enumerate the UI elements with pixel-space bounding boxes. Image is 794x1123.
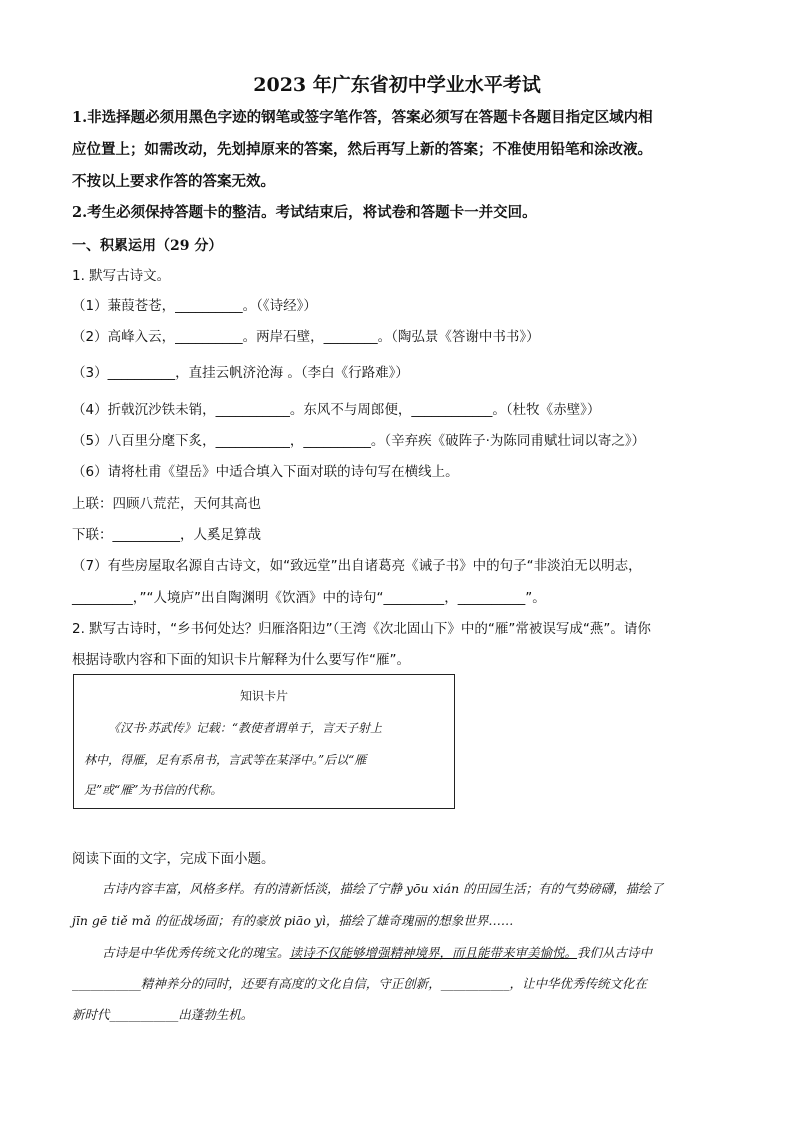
knowledge-card-line-1: 《汉书·苏武传》记载：“教使者谓单于，言天子射上 (108, 721, 382, 735)
reading-paragraph-2-line-1 (102, 943, 652, 963)
instruction-line-1: 1.非选择题必须用黑色字迹的钢笔或签字笔作答，答案必须写在答题卡各题目指定区域内相 (72, 109, 653, 126)
page-title: 2023 年广东省初中学业水平考试 (253, 74, 541, 96)
instruction-line-4: 2.考生必须保持答题卡的整洁。考试结束后，将试卷和答题卡一并交回。 (72, 204, 537, 221)
question-1-item-6: （6）请将杜甫《望岳》中适合填入下面对联的诗句写在横线上。 (72, 464, 459, 480)
section-heading: 一、积累运用（29 分） (72, 238, 223, 254)
question-1-item-1: （1）蒹葭苍苍，__________。（《诗经》） (72, 298, 317, 314)
question-2-line-2: 根据诗歌内容和下面的知识卡片解释为什么要写作“雁”。 (72, 652, 410, 668)
reading-p2-text-b: 我们从古诗中 (577, 945, 653, 960)
knowledge-card-line-2: 林中，得雁，足有系帛书，言武等在某泽中。”后以“雁 (84, 753, 367, 767)
question-1-stem: 1. 默写古诗文。 (72, 268, 171, 284)
knowledge-card-line-3: 足”或“雁”为书信的代称。 (84, 783, 223, 797)
question-2-line-1: 2. 默写古诗时，“乡书何处达？归雁洛阳边”（王湾《次北固山下》中的“雁”常被误写成“燕”。请你 (72, 621, 651, 637)
reading-paragraph-2-line-3: 新时代___________出蓬勃生机。 (72, 1007, 254, 1022)
question-1-item-3: （3）__________，直挂云帆济沧海 。（李白《行路难》） (72, 365, 409, 381)
question-1-item-5: （5）八百里分麾下炙，___________，__________。（辛弃疾《破阵子·为陈同甫赋壮词以寄之》） (72, 433, 646, 449)
question-1-item-2: （2）高峰入云，__________。两岸石壁，________。（陶弘景《答谢中书书》） (72, 329, 540, 345)
question-1-item-4: （4）折戟沉沙铁未销，___________。东风不与周郎便，____________。（杜牧《赤壁》） (72, 402, 601, 418)
reading-paragraph-2-line-2: ___________精神养分的同时，还要有高度的文化自信，守正创新，___________，让中华优秀传统文化在 (72, 976, 648, 991)
reading-p2-text-a: 古诗是中华优秀传统文化的瑰宝。 (102, 945, 290, 960)
instruction-line-3: 不按以上要求作答的答案无效。 (72, 173, 275, 190)
reading-paragraph-1-line-1: 古诗内容丰富，风格多样。有的清新恬淡，描绘了宁静 yōu xián 的田园生活；有的气势磅礴，描绘了 (102, 881, 664, 896)
couplet-lower: 下联：__________，人奚足算哉 (72, 527, 261, 543)
question-1-item-7-line-1: （7）有些房屋取名源自古诗文，如“致远堂”出自诸葛亮《诫子书》中的句子“非淡泊无以明志， (72, 558, 642, 574)
reading-p2-underlined-sentence: 读诗不仅能够增强精神境界，而且能带来审美愉悦。 (289, 945, 578, 960)
reading-intro: 阅读下面的文字，完成下面小题。 (72, 851, 275, 867)
instruction-line-2: 应位置上；如需改动，先划掉原来的答案，然后再写上新的答案；不准使用铅笔和涂改液。 (72, 141, 652, 158)
knowledge-card (73, 674, 455, 809)
reading-paragraph-1-line-2: jīn gē tiě mǎ 的征战场面；有的豪放 piāo yì，描绘了雄奇瑰丽的想象世界…… (72, 913, 514, 928)
question-1-item-7-line-2: _________，”“人境庐”出自陶渊明《饮酒》中的诗句“_________，__________”。 (72, 590, 546, 606)
couplet-upper: 上联：四顾八荒茫，天何其高也 (72, 496, 261, 512)
knowledge-card-title: 知识卡片 (239, 689, 288, 703)
